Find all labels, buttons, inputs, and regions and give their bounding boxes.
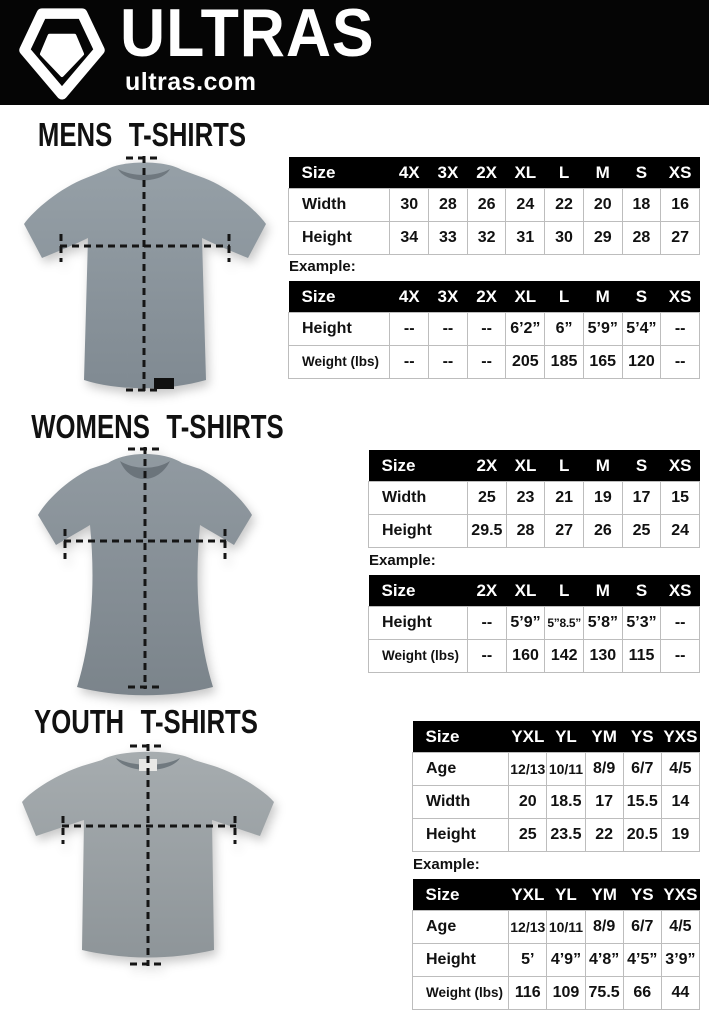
table-cell: 6/7 bbox=[623, 911, 661, 944]
ultras-pentagon-logo-icon bbox=[14, 5, 110, 101]
table-cell: 130 bbox=[584, 640, 623, 673]
column-header-l: L bbox=[545, 575, 584, 607]
column-header-s: S bbox=[622, 281, 661, 313]
womens-size-table bbox=[368, 450, 700, 548]
table-row-weight-lbs- bbox=[289, 346, 700, 379]
column-header-s: S bbox=[622, 575, 661, 607]
table-cell: 3’9” bbox=[661, 944, 699, 977]
table-cell: 4’9” bbox=[547, 944, 585, 977]
table-row-height bbox=[413, 944, 700, 977]
row-label: Width bbox=[413, 786, 509, 819]
table-cell: 6” bbox=[545, 313, 584, 346]
column-header-m: M bbox=[583, 157, 622, 189]
table-cell: -- bbox=[661, 313, 700, 346]
site-header bbox=[0, 0, 709, 105]
table-cell: 4/5 bbox=[661, 911, 699, 944]
table-header-row bbox=[413, 721, 700, 753]
table-cell: 142 bbox=[545, 640, 584, 673]
table-cell: 31 bbox=[506, 222, 545, 255]
column-header-ym: YM bbox=[585, 721, 623, 753]
womens-example-label: Example: bbox=[369, 552, 436, 569]
womens-example-table bbox=[368, 575, 700, 673]
table-cell: 5’9” bbox=[583, 313, 622, 346]
table-cell: 8/9 bbox=[585, 753, 623, 786]
womens-tshirt-image bbox=[6, 437, 284, 701]
table-cell: 116 bbox=[509, 977, 547, 1010]
row-label: Weight (lbs) bbox=[369, 640, 468, 673]
table-cell: 23.5 bbox=[547, 819, 585, 852]
row-label: Width bbox=[369, 482, 468, 515]
youth-tshirt-image bbox=[6, 732, 290, 980]
table-cell: 205 bbox=[506, 346, 545, 379]
column-header-xs: XS bbox=[661, 281, 700, 313]
table-cell: 26 bbox=[467, 189, 506, 222]
table-cell: -- bbox=[429, 313, 468, 346]
table-cell: 20 bbox=[583, 189, 622, 222]
row-label: Age bbox=[413, 911, 509, 944]
table-cell: 24 bbox=[506, 189, 545, 222]
table-cell: 27 bbox=[545, 515, 584, 548]
column-header-l: L bbox=[545, 450, 584, 482]
column-header-xl: XL bbox=[506, 281, 545, 313]
row-label: Height bbox=[413, 819, 509, 852]
table-cell: -- bbox=[661, 346, 700, 379]
site-url: ultras.com bbox=[125, 68, 257, 96]
youth-example-label: Example: bbox=[413, 856, 480, 873]
table-cell: 19 bbox=[584, 482, 623, 515]
table-cell: 5’9” bbox=[506, 607, 545, 640]
table-cell: 10/11 bbox=[547, 753, 585, 786]
table-cell: 75.5 bbox=[585, 977, 623, 1010]
table-cell: 16 bbox=[661, 189, 700, 222]
column-header-xl: XL bbox=[506, 157, 545, 189]
table-header-row bbox=[413, 879, 700, 911]
mens-example-table bbox=[288, 281, 700, 379]
table-header-row bbox=[369, 575, 700, 607]
table-cell: 15.5 bbox=[623, 786, 661, 819]
column-header-2x: 2X bbox=[467, 157, 506, 189]
table-row-height bbox=[369, 515, 700, 548]
table-cell: 8/9 bbox=[585, 911, 623, 944]
row-label: Height bbox=[289, 313, 390, 346]
table-cell: 5”8.5” bbox=[545, 607, 584, 640]
table-cell: 12/13 bbox=[509, 911, 547, 944]
table-cell: 22 bbox=[585, 819, 623, 852]
table-cell: 28 bbox=[506, 515, 545, 548]
row-label: Weight (lbs) bbox=[289, 346, 390, 379]
table-cell: -- bbox=[468, 607, 507, 640]
table-cell: 20.5 bbox=[623, 819, 661, 852]
table-cell: 20 bbox=[509, 786, 547, 819]
table-cell: -- bbox=[467, 313, 506, 346]
mens-tshirt-image bbox=[6, 148, 282, 398]
table-cell: 120 bbox=[622, 346, 661, 379]
column-header-3x: 3X bbox=[429, 281, 468, 313]
table-cell: 28 bbox=[429, 189, 468, 222]
table-cell: 22 bbox=[545, 189, 584, 222]
row-label: Height bbox=[369, 515, 468, 548]
mens-section-title: MENS T-SHIRTS bbox=[37, 116, 247, 153]
table-cell: 4’5” bbox=[623, 944, 661, 977]
table-row-height bbox=[413, 819, 700, 852]
mens-example-label: Example: bbox=[289, 258, 356, 275]
column-header-ys: YS bbox=[623, 721, 661, 753]
table-row-width bbox=[369, 482, 700, 515]
table-cell: 23 bbox=[506, 482, 545, 515]
table-cell: -- bbox=[661, 607, 700, 640]
table-cell: 17 bbox=[622, 482, 661, 515]
column-header-xs: XS bbox=[661, 157, 700, 189]
table-cell: 4’8” bbox=[585, 944, 623, 977]
table-cell: 12/13 bbox=[509, 753, 547, 786]
mens-size-table bbox=[288, 157, 700, 255]
column-header-yxs: YXS bbox=[661, 721, 699, 753]
column-header-yl: YL bbox=[547, 879, 585, 911]
column-header-size: Size bbox=[289, 157, 390, 189]
column-header-2x: 2X bbox=[467, 281, 506, 313]
table-cell: 25 bbox=[622, 515, 661, 548]
table-cell: 5’8” bbox=[584, 607, 623, 640]
table-cell: 24 bbox=[661, 515, 700, 548]
table-cell: 14 bbox=[661, 786, 699, 819]
column-header-ys: YS bbox=[623, 879, 661, 911]
column-header-size: Size bbox=[413, 721, 509, 753]
table-cell: 32 bbox=[467, 222, 506, 255]
table-cell: 25 bbox=[468, 482, 507, 515]
column-header-yxs: YXS bbox=[661, 879, 699, 911]
table-cell: 29.5 bbox=[468, 515, 507, 548]
table-cell: 18 bbox=[622, 189, 661, 222]
table-cell: 15 bbox=[661, 482, 700, 515]
column-header-xl: XL bbox=[506, 450, 545, 482]
table-row-weight-lbs- bbox=[369, 640, 700, 673]
table-cell: 33 bbox=[429, 222, 468, 255]
row-label: Height bbox=[289, 222, 390, 255]
table-cell: 27 bbox=[661, 222, 700, 255]
table-cell: 5’ bbox=[509, 944, 547, 977]
column-header-xs: XS bbox=[661, 575, 700, 607]
table-cell: 66 bbox=[623, 977, 661, 1010]
table-row-weight-lbs- bbox=[413, 977, 700, 1010]
youth-example-table bbox=[412, 879, 700, 1010]
table-row-height bbox=[369, 607, 700, 640]
column-header-m: M bbox=[584, 575, 623, 607]
table-cell: 17 bbox=[585, 786, 623, 819]
column-header-4x: 4X bbox=[390, 281, 429, 313]
table-cell: 18.5 bbox=[547, 786, 585, 819]
table-cell: 30 bbox=[545, 222, 584, 255]
table-cell: 185 bbox=[545, 346, 584, 379]
row-label: Height bbox=[413, 944, 509, 977]
youth-size-table bbox=[412, 721, 700, 852]
column-header-s: S bbox=[622, 450, 661, 482]
row-label: Age bbox=[413, 753, 509, 786]
table-cell: 28 bbox=[622, 222, 661, 255]
column-header-l: L bbox=[545, 157, 584, 189]
table-header-row bbox=[289, 157, 700, 189]
table-cell: -- bbox=[390, 313, 429, 346]
table-row-height bbox=[289, 313, 700, 346]
column-header-3x: 3X bbox=[429, 157, 468, 189]
table-header-row bbox=[289, 281, 700, 313]
column-header-2x: 2X bbox=[468, 575, 507, 607]
row-label: Weight (lbs) bbox=[413, 977, 509, 1010]
table-cell: 30 bbox=[390, 189, 429, 222]
table-cell: 10/11 bbox=[547, 911, 585, 944]
table-row-height bbox=[289, 222, 700, 255]
table-cell: 109 bbox=[547, 977, 585, 1010]
table-cell: 29 bbox=[583, 222, 622, 255]
womens-section-title: WOMENS T-SHIRTS bbox=[31, 408, 284, 445]
column-header-size: Size bbox=[369, 575, 468, 607]
table-cell: 19 bbox=[661, 819, 699, 852]
table-cell: 165 bbox=[583, 346, 622, 379]
column-header-4x: 4X bbox=[390, 157, 429, 189]
column-header-size: Size bbox=[289, 281, 390, 313]
column-header-2x: 2X bbox=[468, 450, 507, 482]
column-header-xl: XL bbox=[506, 575, 545, 607]
column-header-yl: YL bbox=[547, 721, 585, 753]
brand-title: ULTRAS bbox=[120, 0, 375, 71]
table-cell: -- bbox=[467, 346, 506, 379]
column-header-size: Size bbox=[369, 450, 468, 482]
table-cell: -- bbox=[661, 640, 700, 673]
table-row-age bbox=[413, 753, 700, 786]
column-header-xs: XS bbox=[661, 450, 700, 482]
table-cell: 26 bbox=[584, 515, 623, 548]
table-cell: 21 bbox=[545, 482, 584, 515]
table-header-row bbox=[369, 450, 700, 482]
table-cell: 115 bbox=[622, 640, 661, 673]
table-cell: 6’2” bbox=[506, 313, 545, 346]
table-cell: 6/7 bbox=[623, 753, 661, 786]
table-cell: -- bbox=[429, 346, 468, 379]
table-cell: 5’4” bbox=[622, 313, 661, 346]
column-header-yxl: YXL bbox=[509, 879, 547, 911]
column-header-l: L bbox=[545, 281, 584, 313]
column-header-m: M bbox=[583, 281, 622, 313]
table-cell: 160 bbox=[506, 640, 545, 673]
table-cell: 25 bbox=[509, 819, 547, 852]
column-header-size: Size bbox=[413, 879, 509, 911]
row-label: Width bbox=[289, 189, 390, 222]
table-cell: 34 bbox=[390, 222, 429, 255]
table-row-width bbox=[413, 786, 700, 819]
table-cell: -- bbox=[390, 346, 429, 379]
column-header-m: M bbox=[584, 450, 623, 482]
table-cell: 4/5 bbox=[661, 753, 699, 786]
youth-section-title: YOUTH T-SHIRTS bbox=[34, 703, 258, 740]
column-header-ym: YM bbox=[585, 879, 623, 911]
column-header-s: S bbox=[622, 157, 661, 189]
row-label: Height bbox=[369, 607, 468, 640]
column-header-yxl: YXL bbox=[509, 721, 547, 753]
table-cell: 44 bbox=[661, 977, 699, 1010]
table-cell: -- bbox=[468, 640, 507, 673]
table-cell: 5’3” bbox=[622, 607, 661, 640]
table-row-width bbox=[289, 189, 700, 222]
table-row-age bbox=[413, 911, 700, 944]
